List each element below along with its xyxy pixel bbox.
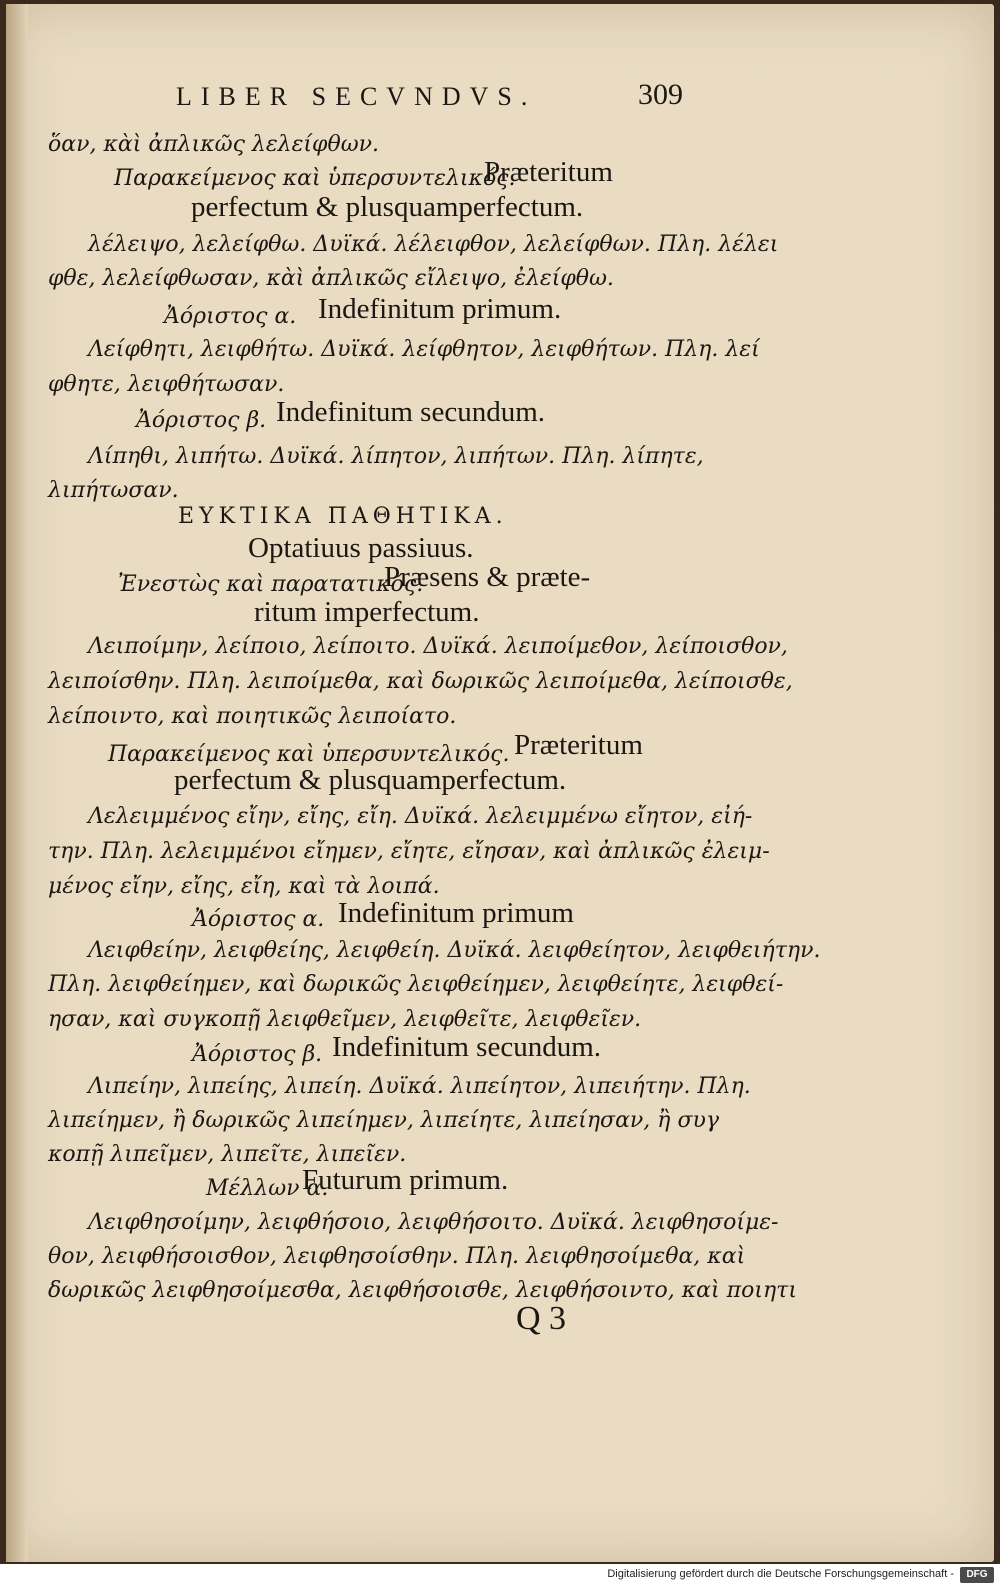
- text-line: λιπείημεν, ἢ δωρικῶς λιπείημεν, λιπείητε, λιπείησαν, ἢ συγ: [48, 1108, 719, 1133]
- signature-mark: Q 3: [516, 1300, 567, 1337]
- text-line: ὅαν, κὰὶ ἀπλικῶς λελείφθων.: [48, 132, 380, 157]
- latin-heading: Futurum primum.: [302, 1164, 509, 1196]
- book-page: [6, 4, 994, 1562]
- section-heading: ΕΥΚΤΙΚΑ ΠΑΘΗΤΙΚΑ.: [178, 504, 508, 529]
- latin-heading: Præteritum: [514, 729, 643, 761]
- text-line: θον, λειφθήσοισθον, λειφθησοίσθην. Πλη. λειφθησοίμεθα, καὶ: [48, 1244, 746, 1269]
- greek-heading: Ἀόριστος β.: [192, 1042, 323, 1067]
- running-title: LIBER SECVNDVS.: [176, 82, 537, 111]
- latin-heading: ritum imperfectum.: [254, 596, 480, 628]
- greek-heading: Μέλλων α.: [206, 1176, 329, 1201]
- text-line: Λίπηθι, λιπήτω. Δυϊκά. λίπητον, λιπήτων. Πλη. λίπητε,: [88, 444, 704, 469]
- greek-heading: Ἀόριστος α.: [164, 304, 297, 329]
- latin-heading: Præteritum: [484, 156, 613, 188]
- latin-heading: perfectum & plusquamperfectum.: [191, 191, 584, 223]
- latin-heading: Præsens & præte-: [384, 561, 591, 593]
- greek-heading: Ἀόριστος α.: [192, 907, 325, 932]
- page-gutter: [6, 4, 28, 1562]
- text-line: δωρικῶς λειφθησοίμεσθα, λειφθήσοισθε, λειφθήσοιντο, καὶ ποιητι: [48, 1278, 797, 1303]
- latin-heading: Optatiuus passiuus.: [248, 532, 474, 564]
- greek-heading: Παρακείμενος καὶ ὑπερσυντελικός.: [114, 166, 516, 191]
- text-line: λέλειψο, λελείφθω. Δυϊκά. λέλειφθον, λελείφθων. Πλη. λέλει: [88, 232, 779, 257]
- greek-heading: Παρακείμενος καὶ ὑπερσυντελικός.: [108, 742, 510, 767]
- text-line: Πλη. λειφθείημεν, καὶ δωρικῶς λειφθείημεν, λειφθείητε, λειφθεί-: [48, 972, 784, 997]
- text-line: την. Πλη. λελειμμένοι εἴημεν, εἴητε, εἴησαν, καὶ ἀπλικῶς ἐλειμ-: [48, 839, 770, 864]
- text-line: κοπῇ λιπεῖμεν, λιπεῖτε, λιπεῖεν.: [48, 1142, 407, 1167]
- greek-heading: Ἐνεστὼς καὶ παρατατικός.: [118, 572, 424, 597]
- page-number: 309: [638, 78, 683, 111]
- text-line: φθε, λελείφθωσαν, κὰὶ ἀπλικῶς εἴλειψο, ἐλείφθω.: [48, 266, 614, 291]
- text-line: ησαν, καὶ συγκοπῇ λειφθεῖμεν, λειφθεῖτε, λειφθεῖεν.: [48, 1007, 642, 1032]
- text-line: φθητε, λειφθήτωσαν.: [48, 372, 285, 397]
- funding-credit: Digitalisierung gefördert durch die Deutsche Forschungsgemeinschaft -: [607, 1568, 954, 1580]
- text-line: μένος εἴην, εἴης, εἴη, καὶ τὰ λοιπά.: [48, 874, 440, 899]
- greek-heading: Ἀόριστος β.: [136, 408, 267, 433]
- text-line: Λειφθείην, λειφθείης, λειφθείη. Δυϊκά. λειφθείητον, λειφθειήτην.: [88, 938, 821, 963]
- text-line: Λείφθητι, λειφθήτω. Δυϊκά. λείφθητον, λειφθήτων. Πλη. λεί: [88, 337, 760, 362]
- latin-heading: Indefinitum primum: [338, 897, 574, 929]
- text-line: Λειφθησοίμην, λειφθήσοιο, λειφθήσοιτο. Δυϊκά. λειφθησοίμε-: [88, 1210, 779, 1235]
- footer-bar: [0, 1564, 1000, 1588]
- dfg-logo: DFG: [960, 1567, 994, 1583]
- latin-heading: Indefinitum primum.: [318, 293, 562, 325]
- text-line: Λειποίμην, λείποιο, λείποιτο. Δυϊκά. λειποίμεθον, λείποισθον,: [88, 634, 788, 659]
- latin-heading: perfectum & plusquamperfectum.: [174, 764, 567, 796]
- latin-heading: Indefinitum secundum.: [332, 1031, 602, 1063]
- text-line: Λιπείην, λιπείης, λιπείη. Δυϊκά. λιπείητον, λιπειήτην. Πλη.: [88, 1074, 751, 1099]
- text-line: λείποιντο, καὶ ποιητικῶς λειποίατο.: [48, 704, 457, 729]
- text-line: λειποίσθην. Πλη. λειποίμεθα, καὶ δωρικῶς λειποίμεθα, λείποισθε,: [48, 669, 793, 694]
- text-line: λιπήτωσαν.: [48, 478, 179, 503]
- latin-heading: Indefinitum secundum.: [276, 396, 546, 428]
- text-line: Λελειμμένος εἴην, εἴης, εἴη. Δυϊκά. λελειμμένω εἴητον, εἰή-: [88, 804, 753, 829]
